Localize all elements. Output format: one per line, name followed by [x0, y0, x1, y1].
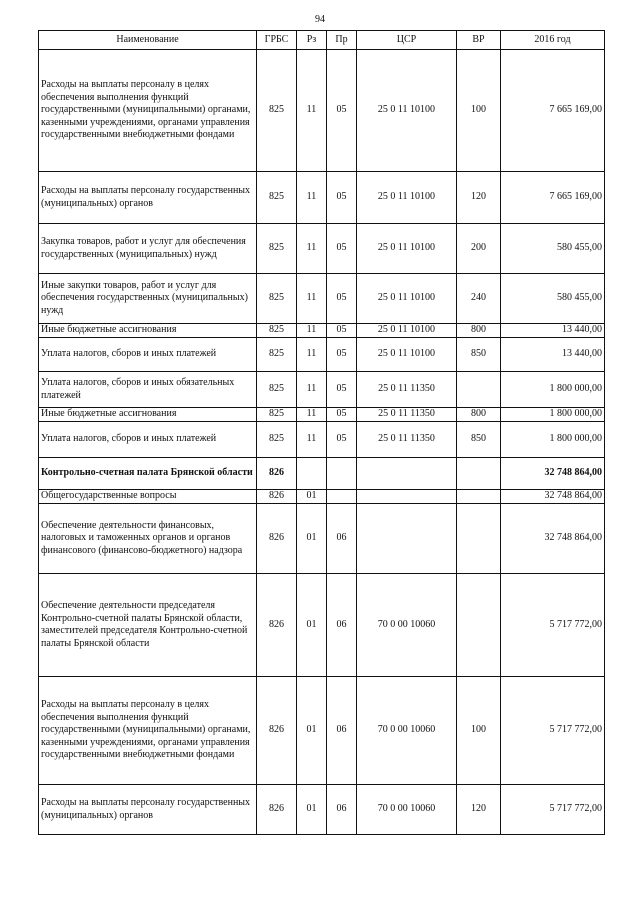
- table-row: [39, 677, 605, 785]
- table-row: [39, 224, 605, 274]
- row-csr: 70 0 00 10060: [357, 785, 457, 835]
- row-rz: 11: [297, 408, 327, 422]
- row-amount: 5 717 772,00: [501, 677, 605, 785]
- row-grbs: 825: [257, 50, 297, 172]
- row-vr: 850: [457, 338, 501, 372]
- table-row: [39, 490, 605, 504]
- row-grbs: 825: [257, 408, 297, 422]
- row-grbs: 825: [257, 324, 297, 338]
- table-row: [39, 274, 605, 324]
- row-csr: 25 0 11 10100: [357, 274, 457, 324]
- row-name: Расходы на выплаты персоналу государственных (муниципальных) органов: [39, 785, 257, 835]
- row-amount: 32 748 864,00: [501, 490, 605, 504]
- row-rz: 01: [297, 504, 327, 574]
- row-name: Закупка товаров, работ и услуг для обеспечения государственных (муниципальных) нужд: [39, 224, 257, 274]
- row-pr: 06: [327, 677, 357, 785]
- row-vr: [457, 574, 501, 677]
- row-csr: 25 0 11 10100: [357, 224, 457, 274]
- header-rz: Рз: [297, 31, 327, 50]
- table-row: [39, 338, 605, 372]
- row-amount: 1 800 000,00: [501, 408, 605, 422]
- row-name: Расходы на выплаты персоналу в целях обеспечения выполнения функций государственными (муниципальными) органами, казенными учреждениями, органами управления государственными внебюджетными фондами: [39, 50, 257, 172]
- row-pr: 06: [327, 574, 357, 677]
- row-amount: 5 717 772,00: [501, 574, 605, 677]
- row-grbs: 825: [257, 372, 297, 408]
- row-csr: 25 0 11 11350: [357, 422, 457, 458]
- row-name: Уплата налогов, сборов и иных платежей: [39, 422, 257, 458]
- row-vr: 800: [457, 408, 501, 422]
- row-rz: 11: [297, 324, 327, 338]
- row-rz: 11: [297, 172, 327, 224]
- row-csr: 70 0 00 10060: [357, 574, 457, 677]
- row-csr: 25 0 11 10100: [357, 338, 457, 372]
- row-amount: 5 717 772,00: [501, 785, 605, 835]
- row-name: Обеспечение деятельности финансовых, налоговых и таможенных органов и органов финансового (финансово-бюджетного) надзора: [39, 504, 257, 574]
- row-amount: 32 748 864,00: [501, 504, 605, 574]
- row-grbs: 825: [257, 224, 297, 274]
- row-vr: 850: [457, 422, 501, 458]
- table-row: [39, 422, 605, 458]
- row-name: Обеспечение деятельности председателя Контрольно-счетной палаты Брянской области, заместителей председателя Контрольно-счетной палаты Брянской области: [39, 574, 257, 677]
- row-name: Расходы на выплаты персоналу государственных (муниципальных) органов: [39, 172, 257, 224]
- row-rz: 01: [297, 574, 327, 677]
- row-pr: [327, 458, 357, 490]
- header-year: 2016 год: [501, 31, 605, 50]
- row-vr: 800: [457, 324, 501, 338]
- row-grbs: 825: [257, 274, 297, 324]
- row-rz: 11: [297, 224, 327, 274]
- row-name: Расходы на выплаты персоналу в целях обеспечения выполнения функций государственными (муниципальными) органами, казенными учреждениями, органами управления государственными внебюджетными фондами: [39, 677, 257, 785]
- table-row: [39, 504, 605, 574]
- row-amount: 13 440,00: [501, 338, 605, 372]
- table-row: [39, 574, 605, 677]
- row-amount: 580 455,00: [501, 224, 605, 274]
- header-grbs: ГРБС: [257, 31, 297, 50]
- row-pr: 05: [327, 172, 357, 224]
- row-vr: 240: [457, 274, 501, 324]
- row-vr: [457, 504, 501, 574]
- row-grbs: 826: [257, 490, 297, 504]
- row-grbs: 826: [257, 785, 297, 835]
- row-pr: 05: [327, 324, 357, 338]
- row-vr: 100: [457, 50, 501, 172]
- table-row: [39, 324, 605, 338]
- row-vr: [457, 372, 501, 408]
- row-grbs: 826: [257, 458, 297, 490]
- row-name: Уплата налогов, сборов и иных платежей: [39, 338, 257, 372]
- row-name: Контрольно-счетная палата Брянской области: [39, 458, 257, 490]
- row-vr: [457, 490, 501, 504]
- row-amount: 1 800 000,00: [501, 372, 605, 408]
- row-pr: 05: [327, 224, 357, 274]
- row-rz: [297, 458, 327, 490]
- row-pr: 05: [327, 338, 357, 372]
- row-grbs: 826: [257, 677, 297, 785]
- row-rz: 01: [297, 490, 327, 504]
- row-name: Общегосударственные вопросы: [39, 490, 257, 504]
- page-number: 94: [315, 14, 325, 25]
- row-name: Уплата налогов, сборов и иных обязательных платежей: [39, 372, 257, 408]
- row-vr: 100: [457, 677, 501, 785]
- header-name: Наименование: [39, 31, 257, 50]
- row-csr: 70 0 00 10060: [357, 677, 457, 785]
- row-pr: 05: [327, 50, 357, 172]
- row-rz: 01: [297, 677, 327, 785]
- row-pr: [327, 490, 357, 504]
- row-pr: 05: [327, 372, 357, 408]
- row-amount: 7 665 169,00: [501, 172, 605, 224]
- row-csr: 25 0 11 10100: [357, 172, 457, 224]
- row-vr: 200: [457, 224, 501, 274]
- row-csr: 25 0 11 10100: [357, 324, 457, 338]
- row-amount: 32 748 864,00: [501, 458, 605, 490]
- table-row: [39, 458, 605, 490]
- row-csr: 25 0 11 10100: [357, 50, 457, 172]
- row-amount: 7 665 169,00: [501, 50, 605, 172]
- row-rz: 11: [297, 50, 327, 172]
- table-row: [39, 785, 605, 835]
- header-csr: ЦСР: [357, 31, 457, 50]
- budget-table: [38, 30, 605, 835]
- row-vr: 120: [457, 785, 501, 835]
- row-rz: 11: [297, 372, 327, 408]
- row-rz: 11: [297, 274, 327, 324]
- row-vr: [457, 458, 501, 490]
- row-amount: 580 455,00: [501, 274, 605, 324]
- row-grbs: 825: [257, 172, 297, 224]
- row-grbs: 825: [257, 422, 297, 458]
- row-rz: 11: [297, 422, 327, 458]
- row-csr: 25 0 11 11350: [357, 408, 457, 422]
- row-pr: 06: [327, 785, 357, 835]
- row-grbs: 826: [257, 574, 297, 677]
- table-row: [39, 172, 605, 224]
- table-header-row: [39, 31, 605, 50]
- row-pr: 05: [327, 422, 357, 458]
- row-rz: 11: [297, 338, 327, 372]
- row-grbs: 826: [257, 504, 297, 574]
- row-rz: 01: [297, 785, 327, 835]
- header-vr: ВР: [457, 31, 501, 50]
- row-pr: 05: [327, 408, 357, 422]
- row-name: Иные бюджетные ассигнования: [39, 324, 257, 338]
- row-grbs: 825: [257, 338, 297, 372]
- row-pr: 05: [327, 274, 357, 324]
- row-csr: [357, 504, 457, 574]
- row-vr: 120: [457, 172, 501, 224]
- row-csr: 25 0 11 11350: [357, 372, 457, 408]
- table-row: [39, 372, 605, 408]
- row-name: Иные закупки товаров, работ и услуг для обеспечения государственных (муниципальных) нужд: [39, 274, 257, 324]
- row-amount: 1 800 000,00: [501, 422, 605, 458]
- row-csr: [357, 490, 457, 504]
- table-row: [39, 408, 605, 422]
- header-pr: Пр: [327, 31, 357, 50]
- table-row: [39, 50, 605, 172]
- row-name: Иные бюджетные ассигнования: [39, 408, 257, 422]
- row-csr: [357, 458, 457, 490]
- row-pr: 06: [327, 504, 357, 574]
- row-amount: 13 440,00: [501, 324, 605, 338]
